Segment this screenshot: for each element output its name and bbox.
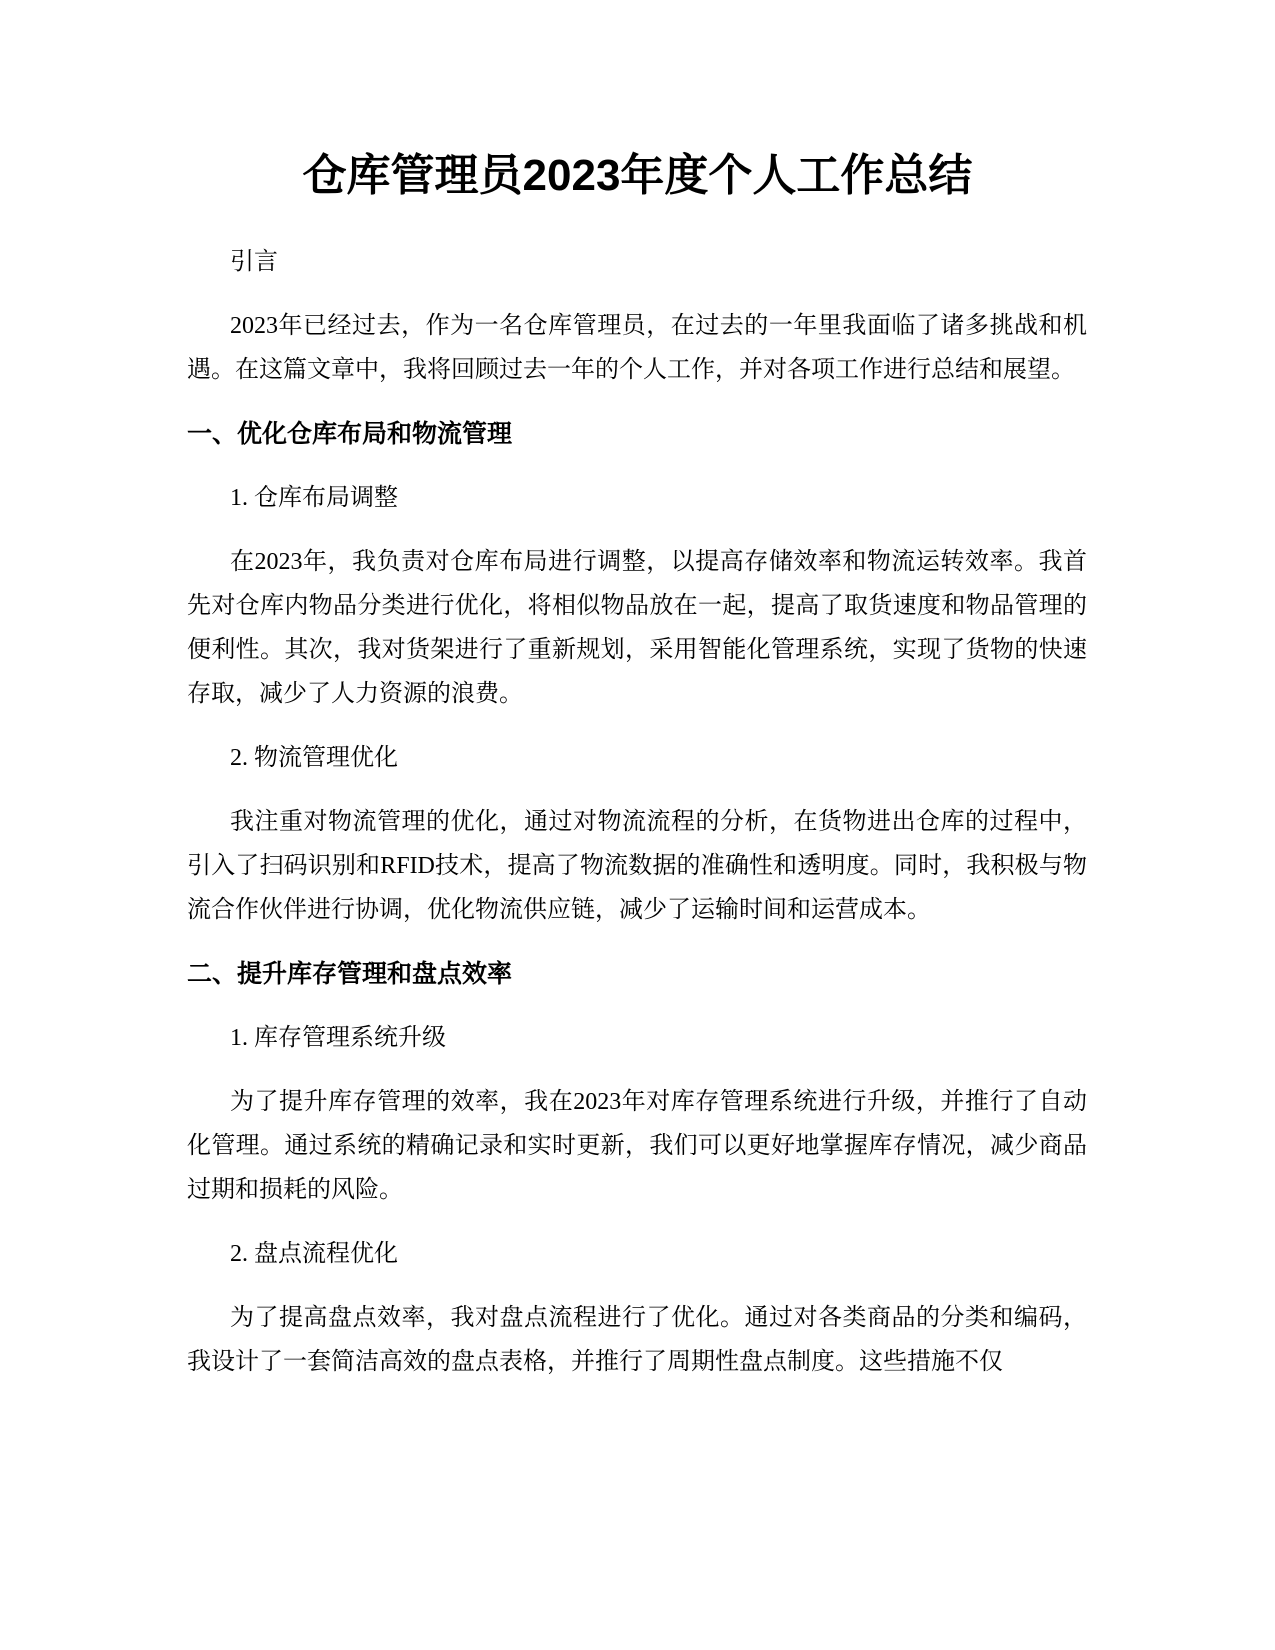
subsection-title: 2. 盘点流程优化	[230, 1241, 398, 1267]
document-body	[187, 240, 1087, 1384]
subsection-paragraph: 我注重对物流管理的优化，通过对物流流程的分析，在货物进出仓库的过程中，引入了扫码识别和RFID技术，提高了物流数据的准确性和透明度。同时，我积极与物流合作伙伴进行协调，优化物流供应链，减少了运输时间和运营成本。	[187, 809, 1087, 923]
subsection-paragraph: 为了提升库存管理的效率，我在2023年对库存管理系统进行升级，并推行了自动化管理。通过系统的精确记录和实时更新，我们可以更好地掌握库存情况，减少商品过期和损耗的风险。	[187, 1089, 1087, 1203]
subsection-title: 1. 库存管理系统升级	[230, 1025, 446, 1051]
document-title: 仓库管理员2023年度个人工作总结	[302, 151, 973, 200]
section-heading: 二、提升库存管理和盘点效率	[187, 960, 513, 988]
intro-paragraph: 2023年已经过去，作为一名仓库管理员，在过去的一年里我面临了诸多挑战和机遇。在这篇文章中，我将回顾过去一年的个人工作，并对各项工作进行总结和展望。	[187, 313, 1087, 383]
subsection-paragraph: 在2023年，我负责对仓库布局进行调整，以提高存储效率和物流运转效率。我首先对仓库内物品分类进行优化，将相似物品放在一起，提高了取货速度和物品管理的便利性。其次，我对货架进行了重新规划，采用智能化管理系统，实现了货物的快速存取，减少了人力资源的浪费。	[187, 549, 1087, 707]
subsection-paragraph: 为了提高盘点效率，我对盘点流程进行了优化。通过对各类商品的分类和编码，我设计了一套简洁高效的盘点表格，并推行了周期性盘点制度。这些措施不仅	[187, 1305, 1087, 1375]
section-heading: 一、优化仓库布局和物流管理	[187, 420, 513, 448]
intro-label: 引言	[230, 249, 278, 275]
subsection-title: 2. 物流管理优化	[230, 745, 398, 771]
subsection-title: 1. 仓库布局调整	[230, 485, 398, 511]
